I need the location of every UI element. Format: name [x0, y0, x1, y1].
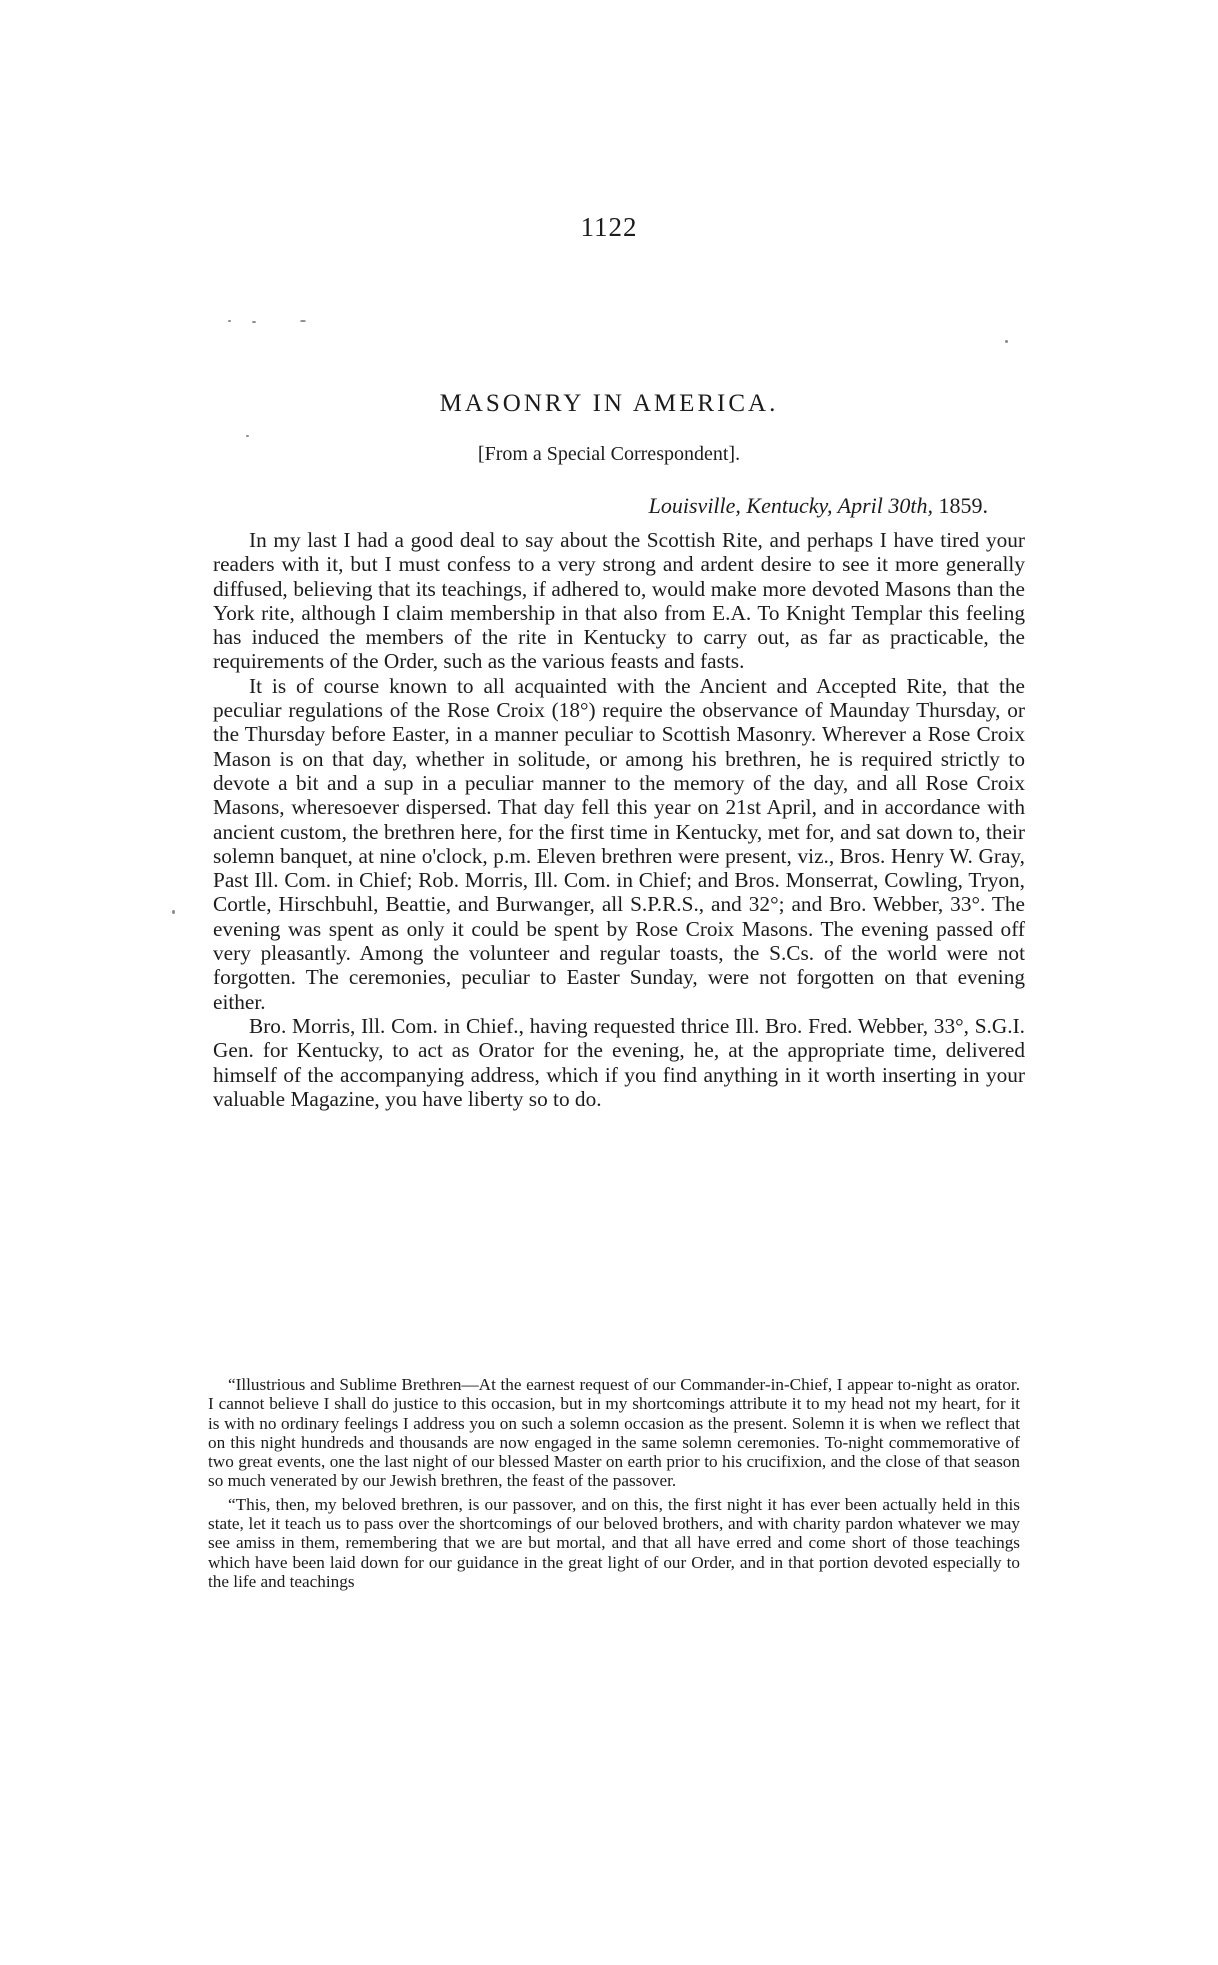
- body-paragraph: In my last I had a good deal to say about the Scottish Rite, and perhaps I have tired your readers with it, but I must confess to a very strong and ardent desire to see it more generally diffused, believing that its teachings, if adhered to, would make more devoted Masons than the York rite, although I claim membership in that also from E.A. To Knight Templar this feeling has induced the members of the rite in Kentucky to carry out, as far as practicable, the requirements of the Order, such as the various feasts and fasts.: [213, 528, 1025, 674]
- scan-speck: [246, 435, 249, 437]
- address-paragraph: “This, then, my beloved brethren, is our passover, and on this, the first night it has ever been actually held in this state, let it teach us to pass over the shortcomings of our beloved brothers, and with charity pardon whatever we may see amiss in them, remembering that we are but mortal, and that all have erred and come short of those teachings which have been laid down for our guidance in the great light of our Order, and in that portion devoted especially to the life and teachings: [208, 1494, 1020, 1591]
- dateline: [649, 493, 988, 519]
- article-subtitle: [From a Special Correspondent].: [477, 443, 741, 465]
- body-paragraph: It is of course known to all acquainted with the Ancient and Accepted Rite, that the peculiar regulations of the Rose Croix (18°) require the observance of Maunday Thursday, or the Thursday before Easter, in a manner peculiar to Scottish Masonry. Wherever a Rose Croix Mason is on that day, whether in solitude, or among his brethren, he is required strictly to devote a bit and a sup in a peculiar manner to the memory of the day, and all Rose Croix Masons, wheresoever dispersed. That day fell this year on 21st April, and in accordance with ancient custom, the brethren here, for the first time in Kentucky, met for, and sat down to, their solemn banquet, at nine o'clock, p.m. Eleven brethren were present, viz., Bros. Henry W. Gray, Past Ill. Com. in Chief; Rob. Morris, Ill. Com. in Chief; and Bros. Monserrat, Cowling, Tryon, Cortle, Hirschbuhl, Beattie, and Burwanger, all S.P.R.S., and 32°; and Bro. Webber, 33°. The evening was spent as only it could be spent by Rose Croix Masons. The evening passed off very pleasantly. Among the volunteer and regular toasts, the S.Cs. of the world were not forgotten. The ceremonies, peculiar to Easter Sunday, were not forgotten on that evening either.: [213, 673, 1025, 1014]
- article-title: MASONRY IN AMERICA.: [439, 390, 779, 417]
- scan-speck: [172, 910, 175, 914]
- dateline-year: 1859.: [938, 493, 988, 518]
- address-paragraph: “Illustrious and Sublime Brethren—At the earnest request of our Commander-in-Chief, I appear to-night as orator. I cannot believe I shall do justice to this occasion, but in my shortcomings attribute it to my head not my heart, for it is with no ordinary feelings I address you on such a solemn occasion as the present. Solemn it is when we reflect that on this night hundreds and thousands are now engaged in the same solemn ceremonies. To-night commemorative of two great events, one the last night of our blessed Master on earth prior to his crucifixion, and the close of that season so much venerated by our Jewish brethren, the feast of the passover.: [208, 1375, 1020, 1491]
- scan-speck: [252, 321, 256, 323]
- orator-address: [208, 1375, 1020, 1591]
- dateline-place: Louisville, Kentucky, April 30th,: [648, 493, 933, 518]
- scan-speck: [228, 320, 231, 322]
- page-number: 1122: [580, 212, 638, 242]
- article-body: [213, 528, 1025, 1111]
- scan-speck: [1005, 340, 1008, 343]
- scan-speck: [300, 320, 306, 322]
- body-paragraph: Bro. Morris, Ill. Com. in Chief., having requested thrice Ill. Bro. Fred. Webber, 33°, S.G.I. Gen. for Kentucky, to act as Orator for the evening, he, at the appropriate time, delivered himself of the accompanying address, which if you find anything in it worth inserting in your valuable Magazine, you have liberty so to do.: [213, 1013, 1025, 1111]
